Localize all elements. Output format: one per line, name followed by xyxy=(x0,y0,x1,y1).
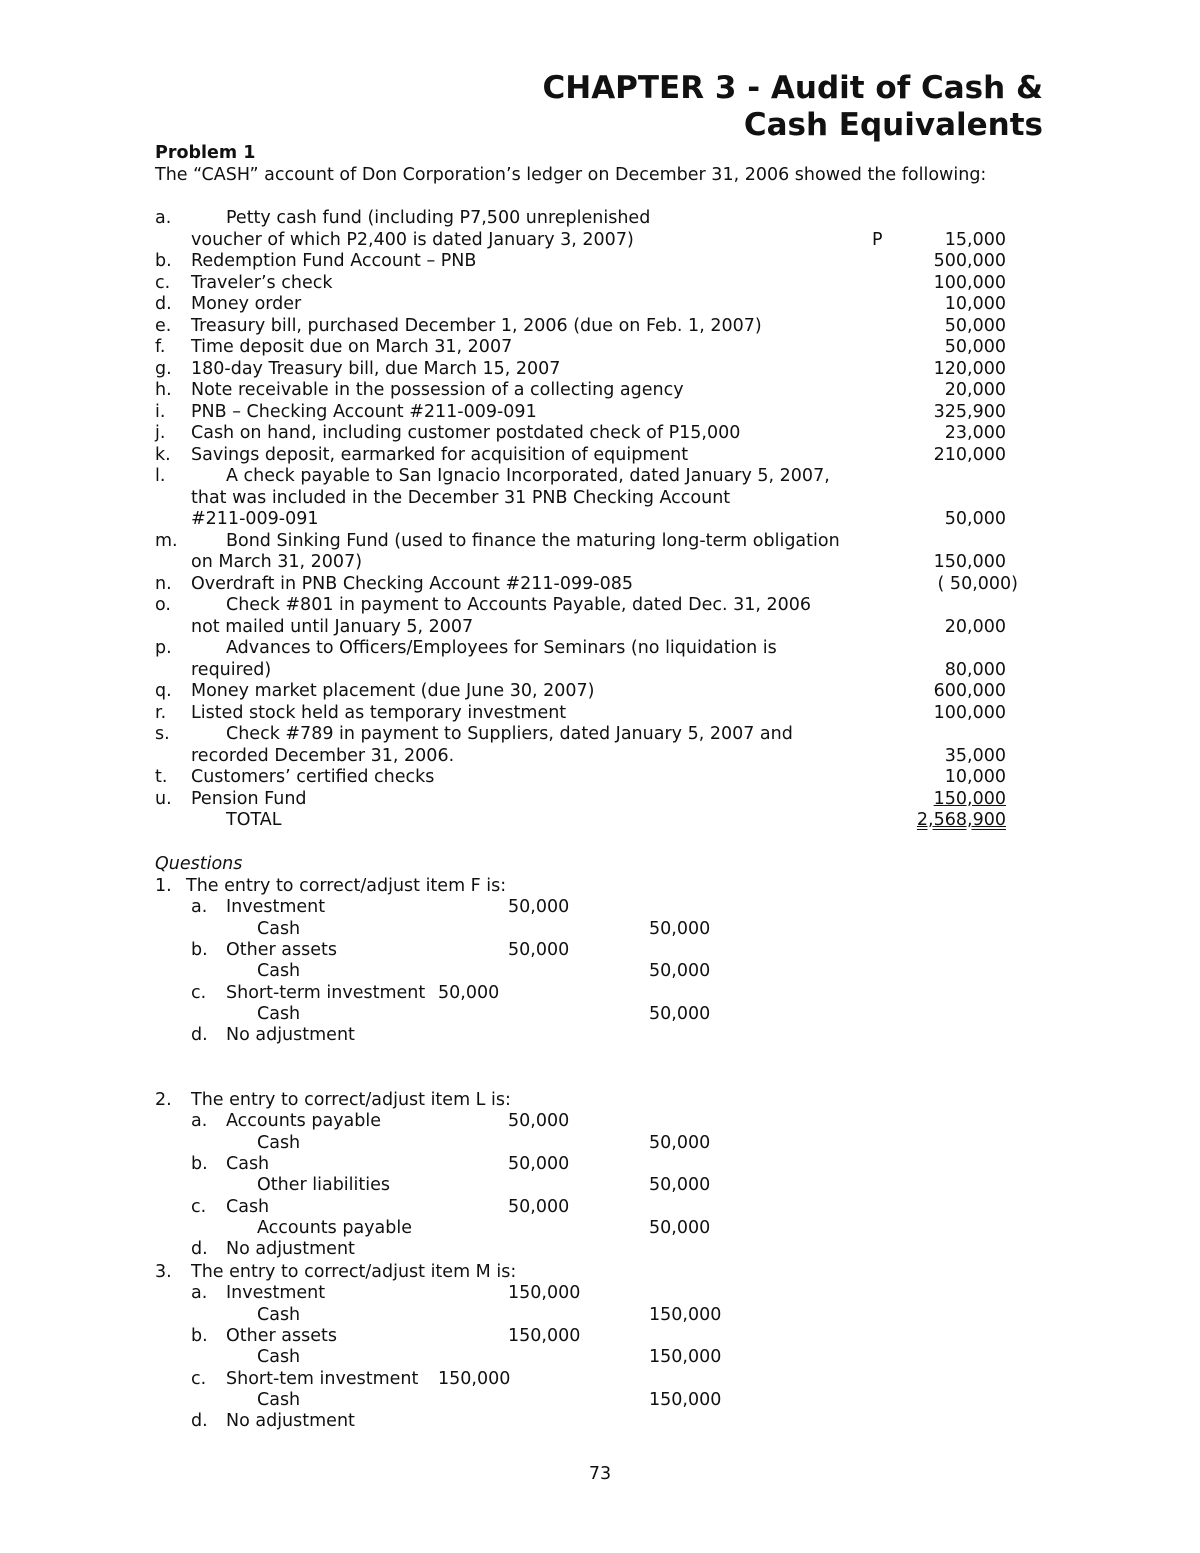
questions-heading: Questions xyxy=(155,854,243,874)
problem-intro: The “CASH” account of Don Corporation’s ledger on December 31, 2006 showed the following: xyxy=(155,165,987,185)
item-letter: q. xyxy=(155,681,172,701)
item-description: 180-day Treasury bill, due March 15, 2007 xyxy=(191,358,561,379)
choice-debit-account: No adjustment xyxy=(226,1411,355,1432)
choice-debit-amount: 50,000 xyxy=(508,897,570,918)
item-description: Savings deposit, earmarked for acquisition of equipment xyxy=(191,444,689,465)
choice-debit-account: Cash xyxy=(226,1196,270,1217)
item-description: Bond Sinking Fund (used to finance the maturing long-term obligation xyxy=(226,530,840,551)
choice-credit-amount: 150,000 xyxy=(649,1347,722,1368)
choice-credit-amount: 50,000 xyxy=(649,918,711,939)
currency-symbol: P xyxy=(872,229,883,250)
choice-debit-amount: 50,000 xyxy=(438,982,500,1003)
item-description: PNB – Checking Account #211-009-091 xyxy=(191,401,537,422)
item-letter: o. xyxy=(155,595,171,615)
chapter-title-line-1: CHAPTER 3 - Audit of Cash & xyxy=(542,70,1043,106)
item-letter: p. xyxy=(155,638,172,658)
choice-letter: d. xyxy=(191,1025,208,1046)
item-amount: 23,000 xyxy=(944,423,1006,443)
problem-title: Problem 1 xyxy=(155,143,256,163)
question-text: The entry to correct/adjust item M is: xyxy=(191,1262,517,1282)
total-amount: 2,568,900 xyxy=(916,810,1006,830)
choice-credit-account: Other liabilities xyxy=(257,1175,391,1196)
item-description: #211-009-091 xyxy=(191,509,319,529)
choice-debit-amount: 50,000 xyxy=(508,1111,570,1132)
choice-credit-account: Cash xyxy=(257,1003,301,1024)
choice-letter: d. xyxy=(191,1239,208,1260)
item-letter: j. xyxy=(155,423,166,443)
item-amount: 50,000 xyxy=(944,509,1006,529)
choice-credit-account: Cash xyxy=(257,918,301,939)
page-number: 73 xyxy=(588,1464,612,1484)
question-text: The entry to correct/adjust item L is: xyxy=(191,1090,511,1110)
item-description: voucher of which P2,400 is dated January 3, 2007) xyxy=(191,229,634,250)
choice-credit-amount: 150,000 xyxy=(649,1389,722,1410)
question-text: The entry to correct/adjust item F is: xyxy=(186,876,507,896)
choice-letter: c. xyxy=(191,982,207,1003)
item-letter: a. xyxy=(155,208,172,228)
item-amount: 100,000 xyxy=(933,702,1006,723)
choice-debit-account: Accounts payable xyxy=(226,1111,381,1132)
item-letter: t. xyxy=(155,767,168,787)
choice-debit-amount: 50,000 xyxy=(508,1196,570,1217)
item-description: on March 31, 2007) xyxy=(191,552,363,572)
item-letter: f. xyxy=(155,337,166,357)
choice-debit-account: Cash xyxy=(226,1153,270,1174)
item-amount: 20,000 xyxy=(944,616,1006,637)
item-amount: 50,000 xyxy=(944,315,1006,336)
item-amount: 120,000 xyxy=(933,358,1006,379)
choice-letter: d. xyxy=(191,1411,208,1432)
total-label: TOTAL xyxy=(226,810,282,830)
item-description: Money order xyxy=(191,294,302,314)
item-description: Treasury bill, purchased December 1, 2006 (due on Feb. 1, 2007) xyxy=(191,315,762,336)
choice-credit-amount: 50,000 xyxy=(649,1132,711,1153)
item-letter: b. xyxy=(155,251,172,271)
choice-debit-amount: 150,000 xyxy=(438,1368,511,1389)
item-description: recorded December 31, 2006. xyxy=(191,745,455,766)
item-letter: m. xyxy=(155,530,178,551)
chapter-title-line-2: Cash Equivalents xyxy=(743,107,1043,143)
question-number: 2. xyxy=(155,1090,172,1110)
item-letter: e. xyxy=(155,315,172,336)
choice-debit-amount: 50,000 xyxy=(508,1153,570,1174)
item-letter: l. xyxy=(155,466,166,486)
item-description: Redemption Fund Account – PNB xyxy=(191,251,477,271)
choice-letter: a. xyxy=(191,897,208,918)
choice-letter: a. xyxy=(191,1283,208,1304)
choice-credit-amount: 50,000 xyxy=(649,1175,711,1196)
item-description: Note receivable in the possession of a collecting agency xyxy=(191,380,684,400)
choice-debit-amount: 150,000 xyxy=(508,1283,581,1304)
item-description: A check payable to San Ignacio Incorporated, dated January 5, 2007, xyxy=(226,466,830,486)
item-amount: ( 50,000) xyxy=(937,573,1018,594)
item-description: Check #789 in payment to Suppliers, dated January 5, 2007 and xyxy=(226,724,793,744)
item-description: Cash on hand, including customer postdated check of P15,000 xyxy=(191,423,741,443)
choice-debit-account: Short-term investment xyxy=(226,982,426,1003)
question-number: 3. xyxy=(155,1262,172,1282)
item-description: Traveler’s check xyxy=(191,272,333,293)
item-amount: 35,000 xyxy=(944,745,1006,766)
item-letter: c. xyxy=(155,272,171,293)
item-amount: 15,000 xyxy=(944,229,1006,250)
item-letter: u. xyxy=(155,788,172,809)
choice-debit-account: Investment xyxy=(226,897,326,918)
item-letter: s. xyxy=(155,724,170,744)
choice-debit-amount: 150,000 xyxy=(508,1325,581,1346)
item-description: Pension Fund xyxy=(191,788,307,809)
item-description: required) xyxy=(191,659,272,680)
item-letter: g. xyxy=(155,358,172,379)
item-amount: 10,000 xyxy=(944,767,1006,787)
item-letter: h. xyxy=(155,380,172,400)
choice-credit-amount: 50,000 xyxy=(649,961,711,982)
item-amount: 150,000 xyxy=(933,788,1006,809)
item-amount: 10,000 xyxy=(944,294,1006,314)
item-letter: n. xyxy=(155,573,172,594)
item-description: that was included in the December 31 PNB Checking Account xyxy=(191,487,731,508)
choice-credit-amount: 50,000 xyxy=(649,1217,711,1238)
choice-credit-account: Cash xyxy=(257,1132,301,1153)
choice-letter: b. xyxy=(191,939,208,960)
choice-letter: b. xyxy=(191,1153,208,1174)
item-description: Customers’ certified checks xyxy=(191,767,435,787)
item-amount: 100,000 xyxy=(933,272,1006,293)
item-description: not mailed until January 5, 2007 xyxy=(191,616,474,637)
choice-letter: a. xyxy=(191,1111,208,1132)
choice-debit-account: Investment xyxy=(226,1283,326,1304)
choice-credit-amount: 50,000 xyxy=(649,1003,711,1024)
item-description: Listed stock held as temporary investment xyxy=(191,702,567,723)
choice-debit-account: Short-tem investment xyxy=(226,1368,419,1389)
item-amount: 210,000 xyxy=(933,444,1006,465)
item-amount: 80,000 xyxy=(944,659,1006,680)
choice-credit-amount: 150,000 xyxy=(649,1304,722,1325)
item-amount: 600,000 xyxy=(933,681,1006,701)
question-number: 1. xyxy=(155,876,172,896)
choice-credit-account: Accounts payable xyxy=(257,1217,412,1238)
choice-credit-account: Cash xyxy=(257,1347,301,1368)
item-letter: d. xyxy=(155,294,172,314)
item-amount: 150,000 xyxy=(933,552,1006,572)
item-description: Time deposit due on March 31, 2007 xyxy=(191,337,513,357)
item-description: Advances to Officers/Employees for Seminars (no liquidation is xyxy=(226,638,777,658)
item-description: Money market placement (due June 30, 2007) xyxy=(191,681,595,701)
choice-credit-account: Cash xyxy=(257,961,301,982)
item-letter: k. xyxy=(155,444,171,465)
choice-letter: c. xyxy=(191,1196,207,1217)
item-description: Overdraft in PNB Checking Account #211-099-085 xyxy=(191,573,633,594)
choice-debit-account: Other assets xyxy=(226,1325,337,1346)
choice-debit-account: No adjustment xyxy=(226,1025,355,1046)
item-amount: 325,900 xyxy=(933,401,1006,422)
choice-credit-account: Cash xyxy=(257,1304,301,1325)
choice-credit-account: Cash xyxy=(257,1389,301,1410)
item-amount: 50,000 xyxy=(944,337,1006,357)
choice-debit-account: No adjustment xyxy=(226,1239,355,1260)
choice-letter: b. xyxy=(191,1325,208,1346)
item-description: Check #801 in payment to Accounts Payable, dated Dec. 31, 2006 xyxy=(226,595,812,615)
item-letter: r. xyxy=(155,702,167,723)
item-amount: 500,000 xyxy=(933,251,1006,271)
choice-letter: c. xyxy=(191,1368,207,1389)
item-description: Petty cash fund (including P7,500 unreplenished xyxy=(226,208,651,228)
choice-debit-account: Other assets xyxy=(226,939,337,960)
choice-debit-amount: 50,000 xyxy=(508,939,570,960)
item-amount: 20,000 xyxy=(944,380,1006,400)
item-letter: i. xyxy=(155,401,166,422)
